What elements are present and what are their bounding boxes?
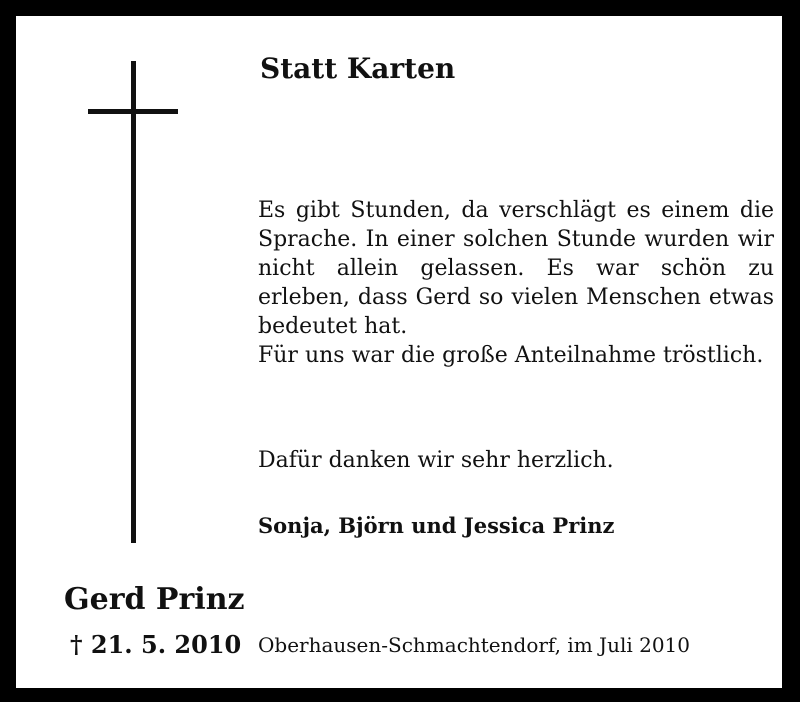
place-and-date: Oberhausen-Schmachtendorf, im Juli 2010 — [258, 633, 691, 657]
death-date: † 21. 5. 2010 — [70, 630, 242, 659]
message-paragraph-2: Für uns war die große Anteilnahme tröstlich. — [258, 343, 764, 368]
message-paragraph-1: Es gibt Stunden, da verschlägt es einem die Sprache. In einer solchen Stunde wurden wir nicht allein gelassen. Es war schön zu erleben, dass Gerd so vielen Menschen etwas bedeutet hat. — [258, 198, 774, 339]
message-body — [258, 196, 774, 370]
cross-vertical-bar — [131, 61, 136, 543]
cross-horizontal-bar — [88, 109, 178, 114]
signature: Sonja, Björn und Jessica Prinz — [258, 513, 615, 538]
thanks-line: Dafür danken wir sehr herzlich. — [258, 448, 614, 473]
deceased-name: Gerd Prinz — [64, 582, 245, 617]
obituary-notice — [16, 16, 782, 688]
notice-heading: Statt Karten — [260, 52, 456, 85]
